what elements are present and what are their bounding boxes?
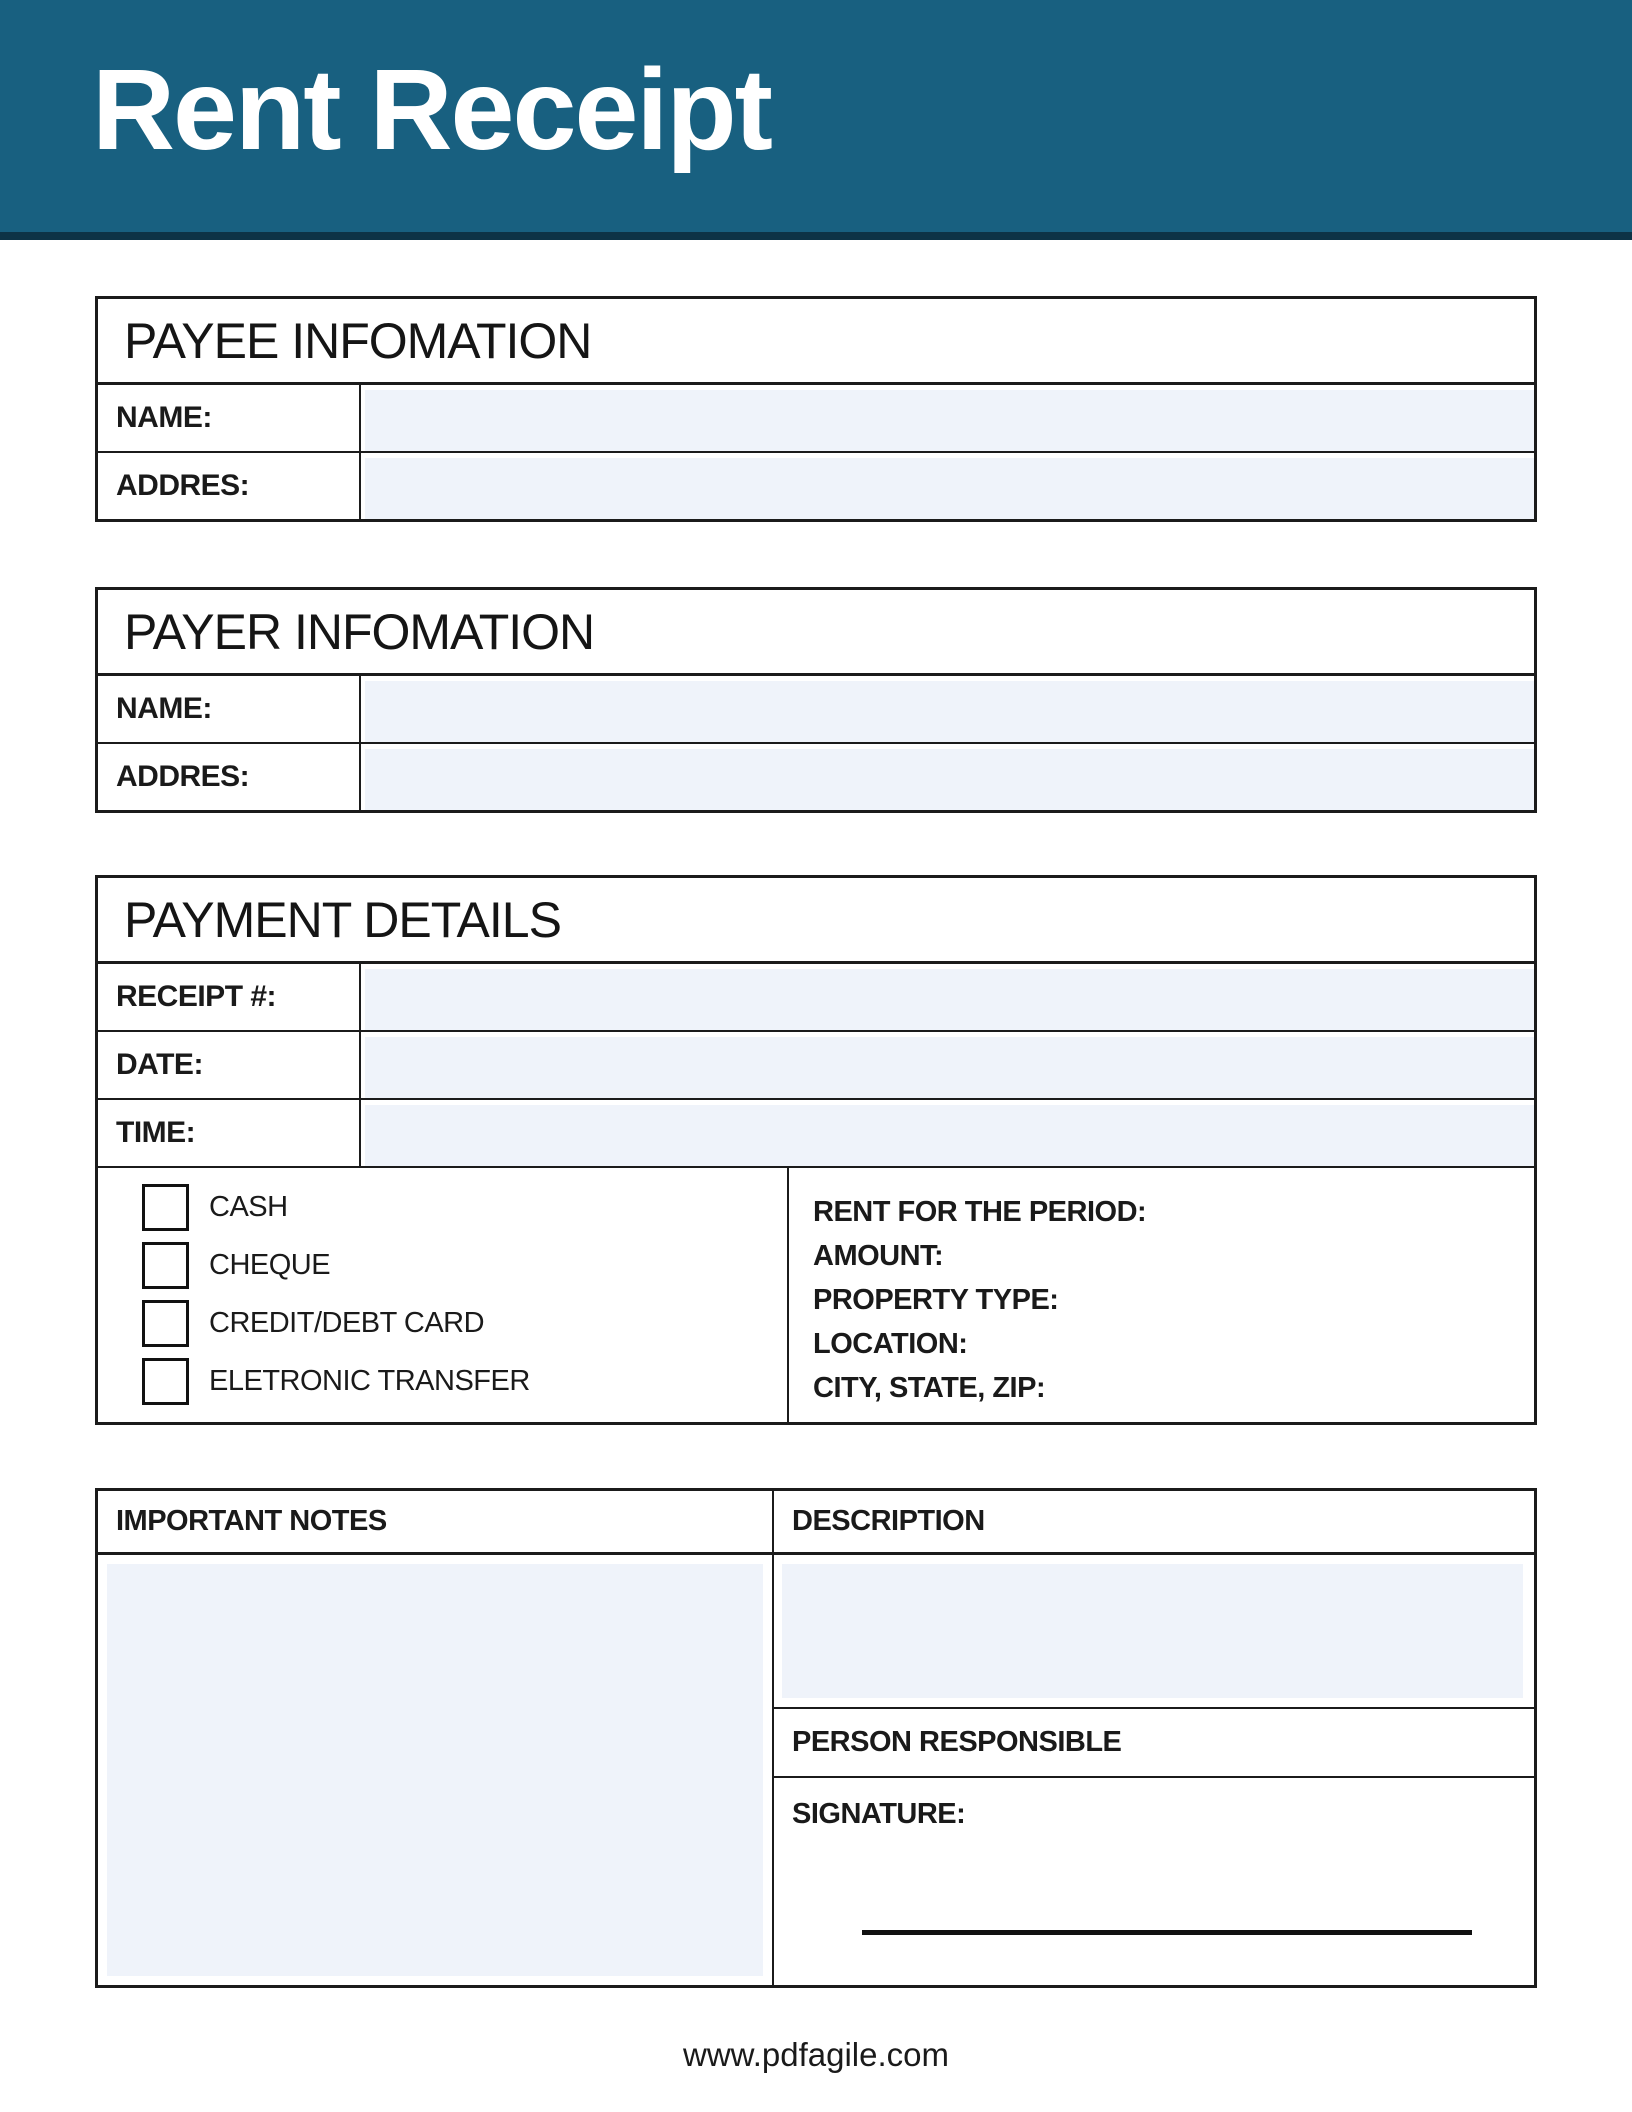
date-input[interactable] xyxy=(365,1037,1534,1098)
payer-section xyxy=(95,587,1537,813)
payee-address-label: ADDRES: xyxy=(98,453,361,519)
page-footer xyxy=(0,2036,1632,2074)
footer-url: www.pdfagile.com xyxy=(683,2036,949,2073)
time-label: TIME: xyxy=(98,1100,361,1166)
payer-address-input[interactable] xyxy=(365,749,1534,810)
payer-name-label: NAME: xyxy=(98,676,361,742)
important-notes-header: IMPORTANT NOTES xyxy=(98,1491,772,1555)
rent-details-cell[interactable] xyxy=(789,1168,1534,1422)
payment-method-list xyxy=(98,1168,789,1422)
payment-method-row xyxy=(98,1166,1534,1422)
signature-area xyxy=(774,1778,1534,1985)
cash-checkbox[interactable] xyxy=(142,1184,189,1231)
person-responsible-header: PERSON RESPONSIBLE xyxy=(774,1709,1534,1778)
cheque-label: CHEQUE xyxy=(209,1249,331,1281)
important-notes-body xyxy=(98,1555,772,1985)
location-label: LOCATION: xyxy=(813,1328,968,1360)
payment-section-header xyxy=(98,878,1534,964)
receipt-form xyxy=(95,296,1537,1988)
important-notes-column xyxy=(98,1491,774,1985)
date-label: DATE: xyxy=(98,1032,361,1098)
payee-name-label: NAME: xyxy=(98,385,361,451)
signature-line[interactable] xyxy=(862,1930,1472,1935)
payer-section-title: PAYER INFOMATION xyxy=(124,603,595,660)
date-field[interactable] xyxy=(361,1032,1534,1098)
payment-section xyxy=(95,875,1537,1425)
payee-section-title: PAYEE INFOMATION xyxy=(124,312,592,369)
amount-label: AMOUNT: xyxy=(813,1240,944,1272)
payer-address-row xyxy=(98,742,1534,810)
receipt-number-row xyxy=(98,964,1534,1030)
payer-address-label: ADDRES: xyxy=(98,744,361,810)
payer-name-input[interactable] xyxy=(365,681,1534,742)
cash-label: CASH xyxy=(209,1191,288,1223)
credit-debt-card-checkbox[interactable] xyxy=(142,1300,189,1347)
electronic-transfer-checkbox[interactable] xyxy=(142,1358,189,1405)
payer-section-header xyxy=(98,590,1534,676)
payee-section-header xyxy=(98,299,1534,385)
page-title: Rent Receipt xyxy=(92,46,771,174)
time-row xyxy=(98,1098,1534,1166)
payee-address-row xyxy=(98,451,1534,519)
receipt-number-label: RECEIPT #: xyxy=(98,964,361,1030)
payer-name-field[interactable] xyxy=(361,676,1534,742)
description-input[interactable] xyxy=(782,1564,1523,1698)
payment-method-cheque xyxy=(142,1242,787,1289)
date-row xyxy=(98,1030,1534,1098)
description-column xyxy=(774,1491,1534,1985)
city-state-zip-label: CITY, STATE, ZIP: xyxy=(813,1372,1046,1404)
cheque-checkbox[interactable] xyxy=(142,1242,189,1289)
description-body xyxy=(774,1555,1534,1709)
payment-section-title: PAYMENT DETAILS xyxy=(124,891,561,948)
important-notes-input[interactable] xyxy=(107,1564,763,1976)
description-header: DESCRIPTION xyxy=(774,1491,1534,1555)
page-header xyxy=(0,0,1632,240)
payment-method-transfer xyxy=(142,1358,787,1405)
payment-method-card xyxy=(142,1300,787,1347)
payer-name-row xyxy=(98,676,1534,742)
payer-address-field[interactable] xyxy=(361,744,1534,810)
rent-period-label: RENT FOR THE PERIOD: xyxy=(813,1196,1147,1228)
receipt-number-field[interactable] xyxy=(361,964,1534,1030)
payee-name-field[interactable] xyxy=(361,385,1534,451)
payee-name-input[interactable] xyxy=(365,390,1534,451)
payee-section xyxy=(95,296,1537,522)
receipt-number-input[interactable] xyxy=(365,969,1534,1030)
notes-section xyxy=(95,1488,1537,1988)
electronic-transfer-label: ELETRONIC TRANSFER xyxy=(209,1365,530,1397)
time-field[interactable] xyxy=(361,1100,1534,1166)
payment-method-cash xyxy=(142,1184,787,1231)
property-type-label: PROPERTY TYPE: xyxy=(813,1284,1059,1316)
credit-debt-card-label: CREDIT/DEBT CARD xyxy=(209,1307,485,1339)
payee-address-input[interactable] xyxy=(365,458,1534,519)
signature-label: SIGNATURE: xyxy=(792,1798,966,1830)
payee-address-field[interactable] xyxy=(361,453,1534,519)
payee-name-row xyxy=(98,385,1534,451)
time-input[interactable] xyxy=(365,1105,1534,1166)
